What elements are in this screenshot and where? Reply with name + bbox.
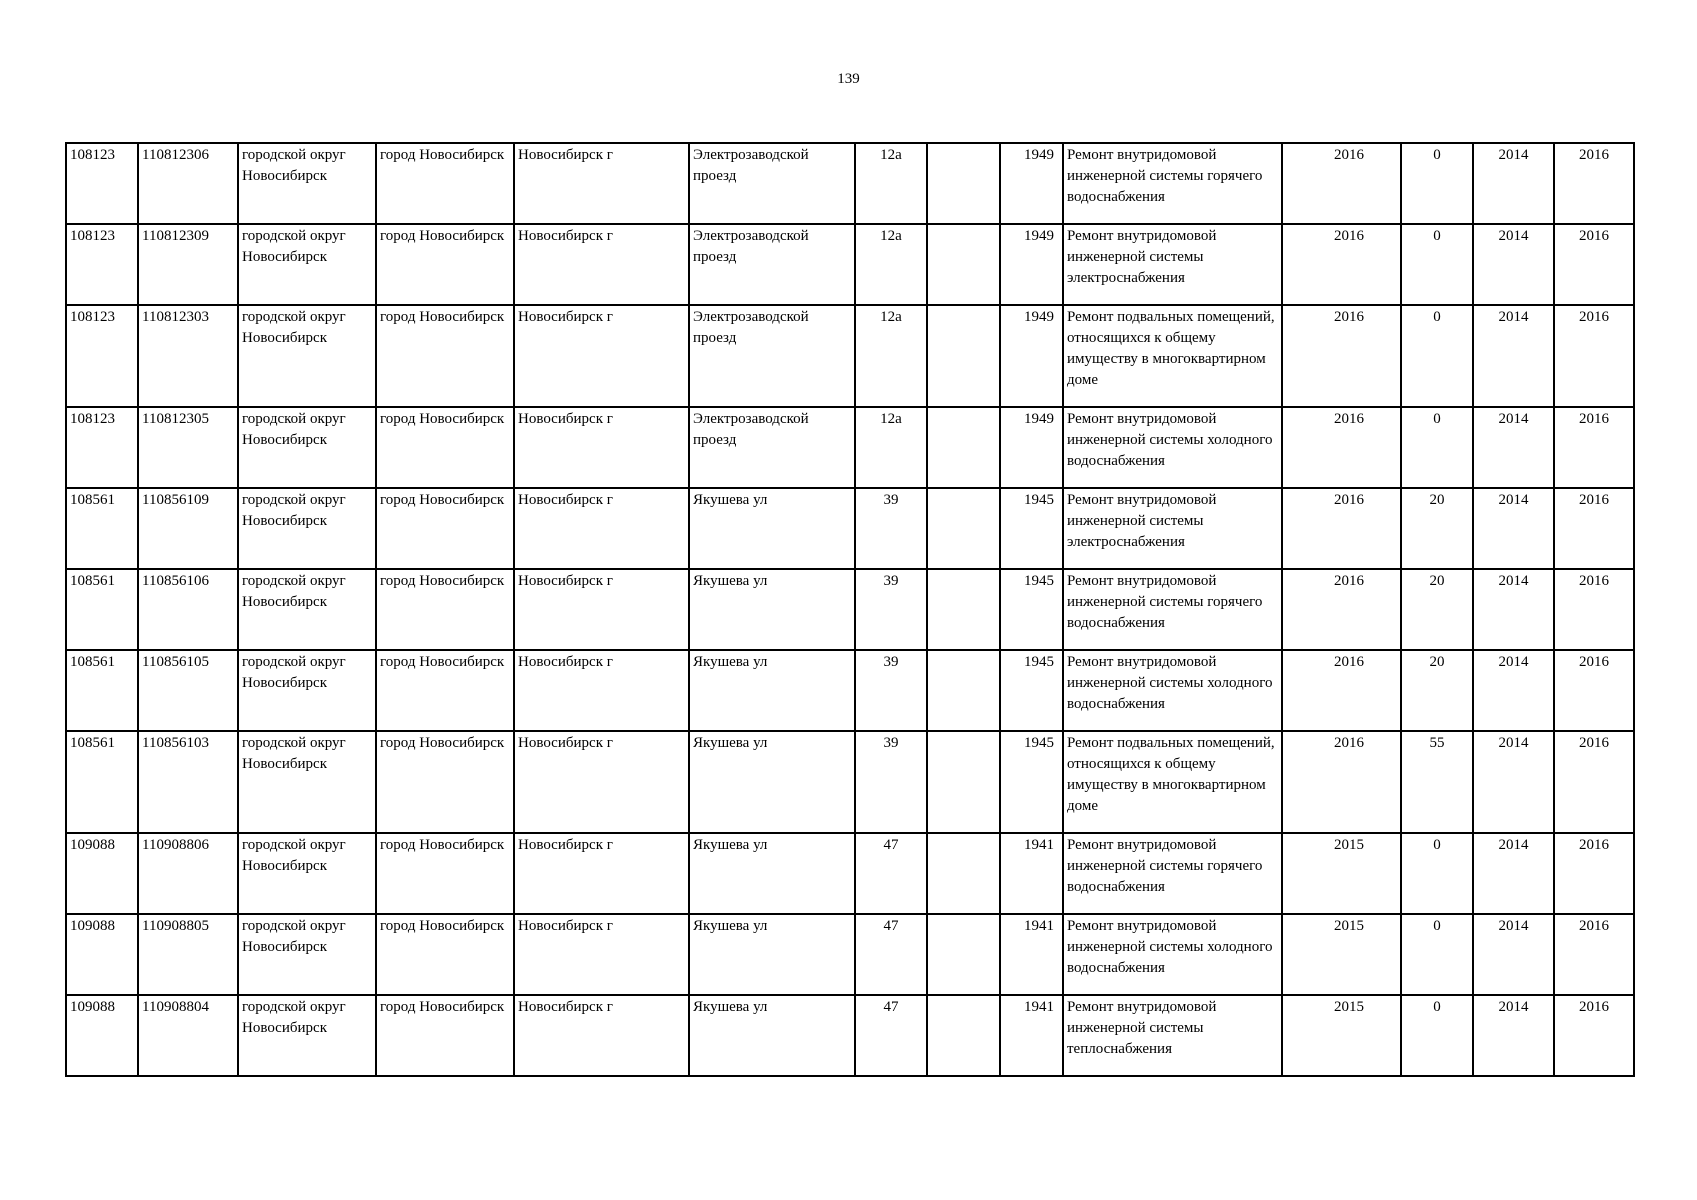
table-row [66,224,1634,305]
planned-year-cell: 2016 [1282,407,1401,488]
settlement-cell: город Новосибирск [376,143,514,224]
period-end-cell: 2016 [1554,143,1634,224]
year-built-cell: 1941 [1000,995,1063,1076]
settlement-cell: город Новосибирск [376,569,514,650]
period-end-cell: 2016 [1554,731,1634,833]
settlement-cell: город Новосибирск [376,305,514,407]
table-row [66,407,1634,488]
period-end-cell: 2016 [1554,407,1634,488]
house-number-cell: 47 [855,914,927,995]
city-cell: Новосибирск г [514,143,689,224]
house-id-cell: 108123 [66,407,138,488]
street-cell: Электрозаводской проезд [689,407,855,488]
building-cell [927,731,1000,833]
municipality-cell: городской округ Новосибирск [238,143,376,224]
wear-percent-cell: 55 [1401,731,1473,833]
planned-year-cell: 2016 [1282,305,1401,407]
house-id-cell: 108561 [66,731,138,833]
city-cell: Новосибирск г [514,224,689,305]
work-type-cell: Ремонт внутридомовой инженерной системы горячего водоснабжения [1063,143,1282,224]
year-built-cell: 1945 [1000,650,1063,731]
work-id-cell: 110812305 [138,407,238,488]
work-type-cell: Ремонт внутридомовой инженерной системы электроснабжения [1063,488,1282,569]
building-cell [927,224,1000,305]
street-cell: Якушева ул [689,833,855,914]
house-number-cell: 12а [855,305,927,407]
wear-percent-cell: 0 [1401,305,1473,407]
table-row [66,731,1634,833]
period-start-cell: 2014 [1473,143,1554,224]
house-id-cell: 108123 [66,305,138,407]
table-row [66,914,1634,995]
table-row [66,569,1634,650]
work-id-cell: 110856106 [138,569,238,650]
table-row [66,833,1634,914]
street-cell: Якушева ул [689,731,855,833]
work-type-cell: Ремонт подвальных помещений, относящихся к общему имуществу в многоквартирном доме [1063,731,1282,833]
period-start-cell: 2014 [1473,407,1554,488]
house-id-cell: 109088 [66,833,138,914]
planned-year-cell: 2016 [1282,650,1401,731]
house-number-cell: 39 [855,650,927,731]
municipality-cell: городской округ Новосибирск [238,731,376,833]
house-id-cell: 109088 [66,995,138,1076]
municipality-cell: городской округ Новосибирск [238,569,376,650]
work-type-cell: Ремонт внутридомовой инженерной системы горячего водоснабжения [1063,833,1282,914]
house-id-cell: 108123 [66,143,138,224]
period-end-cell: 2016 [1554,995,1634,1076]
year-built-cell: 1949 [1000,305,1063,407]
municipality-cell: городской округ Новосибирск [238,224,376,305]
period-end-cell: 2016 [1554,650,1634,731]
house-number-cell: 39 [855,488,927,569]
year-built-cell: 1945 [1000,569,1063,650]
period-start-cell: 2014 [1473,731,1554,833]
house-id-cell: 108561 [66,569,138,650]
table-row [66,488,1634,569]
street-cell: Якушева ул [689,488,855,569]
period-end-cell: 2016 [1554,488,1634,569]
work-id-cell: 110856109 [138,488,238,569]
house-number-cell: 47 [855,995,927,1076]
building-cell [927,305,1000,407]
table-row [66,143,1634,224]
building-cell [927,833,1000,914]
work-id-cell: 110908804 [138,995,238,1076]
year-built-cell: 1949 [1000,407,1063,488]
street-cell: Якушева ул [689,995,855,1076]
period-end-cell: 2016 [1554,833,1634,914]
work-id-cell: 110812309 [138,224,238,305]
wear-percent-cell: 0 [1401,224,1473,305]
city-cell: Новосибирск г [514,650,689,731]
municipality-cell: городской округ Новосибирск [238,833,376,914]
table-row [66,995,1634,1076]
year-built-cell: 1945 [1000,731,1063,833]
city-cell: Новосибирск г [514,569,689,650]
building-cell [927,569,1000,650]
wear-percent-cell: 0 [1401,914,1473,995]
period-start-cell: 2014 [1473,488,1554,569]
wear-percent-cell: 0 [1401,995,1473,1076]
planned-year-cell: 2015 [1282,914,1401,995]
year-built-cell: 1945 [1000,488,1063,569]
house-number-cell: 39 [855,569,927,650]
period-end-cell: 2016 [1554,305,1634,407]
house-id-cell: 108123 [66,224,138,305]
period-start-cell: 2014 [1473,305,1554,407]
work-id-cell: 110812306 [138,143,238,224]
building-cell [927,650,1000,731]
page-number: 139 [837,71,860,87]
wear-percent-cell: 20 [1401,650,1473,731]
settlement-cell: город Новосибирск [376,488,514,569]
street-cell: Электрозаводской проезд [689,305,855,407]
planned-year-cell: 2015 [1282,995,1401,1076]
work-id-cell: 110856105 [138,650,238,731]
period-start-cell: 2014 [1473,833,1554,914]
year-built-cell: 1941 [1000,914,1063,995]
planned-year-cell: 2016 [1282,224,1401,305]
building-cell [927,914,1000,995]
work-type-cell: Ремонт внутридомовой инженерной системы электроснабжения [1063,224,1282,305]
repair-schedule-table [65,142,1635,1077]
work-type-cell: Ремонт внутридомовой инженерной системы горячего водоснабжения [1063,569,1282,650]
work-id-cell: 110908805 [138,914,238,995]
table-row [66,305,1634,407]
settlement-cell: город Новосибирск [376,224,514,305]
settlement-cell: город Новосибирск [376,914,514,995]
house-id-cell: 108561 [66,650,138,731]
period-start-cell: 2014 [1473,569,1554,650]
house-number-cell: 12а [855,143,927,224]
wear-percent-cell: 0 [1401,143,1473,224]
period-start-cell: 2014 [1473,650,1554,731]
building-cell [927,488,1000,569]
period-end-cell: 2016 [1554,569,1634,650]
year-built-cell: 1941 [1000,833,1063,914]
street-cell: Электрозаводской проезд [689,224,855,305]
street-cell: Якушева ул [689,569,855,650]
period-start-cell: 2014 [1473,914,1554,995]
house-number-cell: 47 [855,833,927,914]
city-cell: Новосибирск г [514,731,689,833]
city-cell: Новосибирск г [514,305,689,407]
house-id-cell: 109088 [66,914,138,995]
municipality-cell: городской округ Новосибирск [238,407,376,488]
wear-percent-cell: 20 [1401,488,1473,569]
street-cell: Якушева ул [689,650,855,731]
period-end-cell: 2016 [1554,914,1634,995]
year-built-cell: 1949 [1000,224,1063,305]
building-cell [927,407,1000,488]
settlement-cell: город Новосибирск [376,833,514,914]
planned-year-cell: 2015 [1282,833,1401,914]
wear-percent-cell: 0 [1401,407,1473,488]
city-cell: Новосибирск г [514,914,689,995]
house-number-cell: 39 [855,731,927,833]
period-end-cell: 2016 [1554,224,1634,305]
municipality-cell: городской округ Новосибирск [238,995,376,1076]
house-number-cell: 12а [855,407,927,488]
settlement-cell: город Новосибирск [376,731,514,833]
planned-year-cell: 2016 [1282,569,1401,650]
work-type-cell: Ремонт внутридомовой инженерной системы холодного водоснабжения [1063,914,1282,995]
period-start-cell: 2014 [1473,995,1554,1076]
work-id-cell: 110812303 [138,305,238,407]
work-id-cell: 110856103 [138,731,238,833]
city-cell: Новосибирск г [514,407,689,488]
house-number-cell: 12а [855,224,927,305]
municipality-cell: городской округ Новосибирск [238,650,376,731]
year-built-cell: 1949 [1000,143,1063,224]
municipality-cell: городской округ Новосибирск [238,305,376,407]
municipality-cell: городской округ Новосибирск [238,488,376,569]
planned-year-cell: 2016 [1282,143,1401,224]
municipality-cell: городской округ Новосибирск [238,914,376,995]
street-cell: Электрозаводской проезд [689,143,855,224]
building-cell [927,143,1000,224]
planned-year-cell: 2016 [1282,731,1401,833]
city-cell: Новосибирск г [514,488,689,569]
work-type-cell: Ремонт внутридомовой инженерной системы теплоснабжения [1063,995,1282,1076]
city-cell: Новосибирск г [514,833,689,914]
house-id-cell: 108561 [66,488,138,569]
table-row [66,650,1634,731]
settlement-cell: город Новосибирск [376,995,514,1076]
work-type-cell: Ремонт подвальных помещений, относящихся к общему имуществу в многоквартирном доме [1063,305,1282,407]
wear-percent-cell: 20 [1401,569,1473,650]
building-cell [927,995,1000,1076]
street-cell: Якушева ул [689,914,855,995]
wear-percent-cell: 0 [1401,833,1473,914]
settlement-cell: город Новосибирск [376,650,514,731]
period-start-cell: 2014 [1473,224,1554,305]
settlement-cell: город Новосибирск [376,407,514,488]
city-cell: Новосибирск г [514,995,689,1076]
work-type-cell: Ремонт внутридомовой инженерной системы холодного водоснабжения [1063,407,1282,488]
work-type-cell: Ремонт внутридомовой инженерной системы холодного водоснабжения [1063,650,1282,731]
work-id-cell: 110908806 [138,833,238,914]
planned-year-cell: 2016 [1282,488,1401,569]
